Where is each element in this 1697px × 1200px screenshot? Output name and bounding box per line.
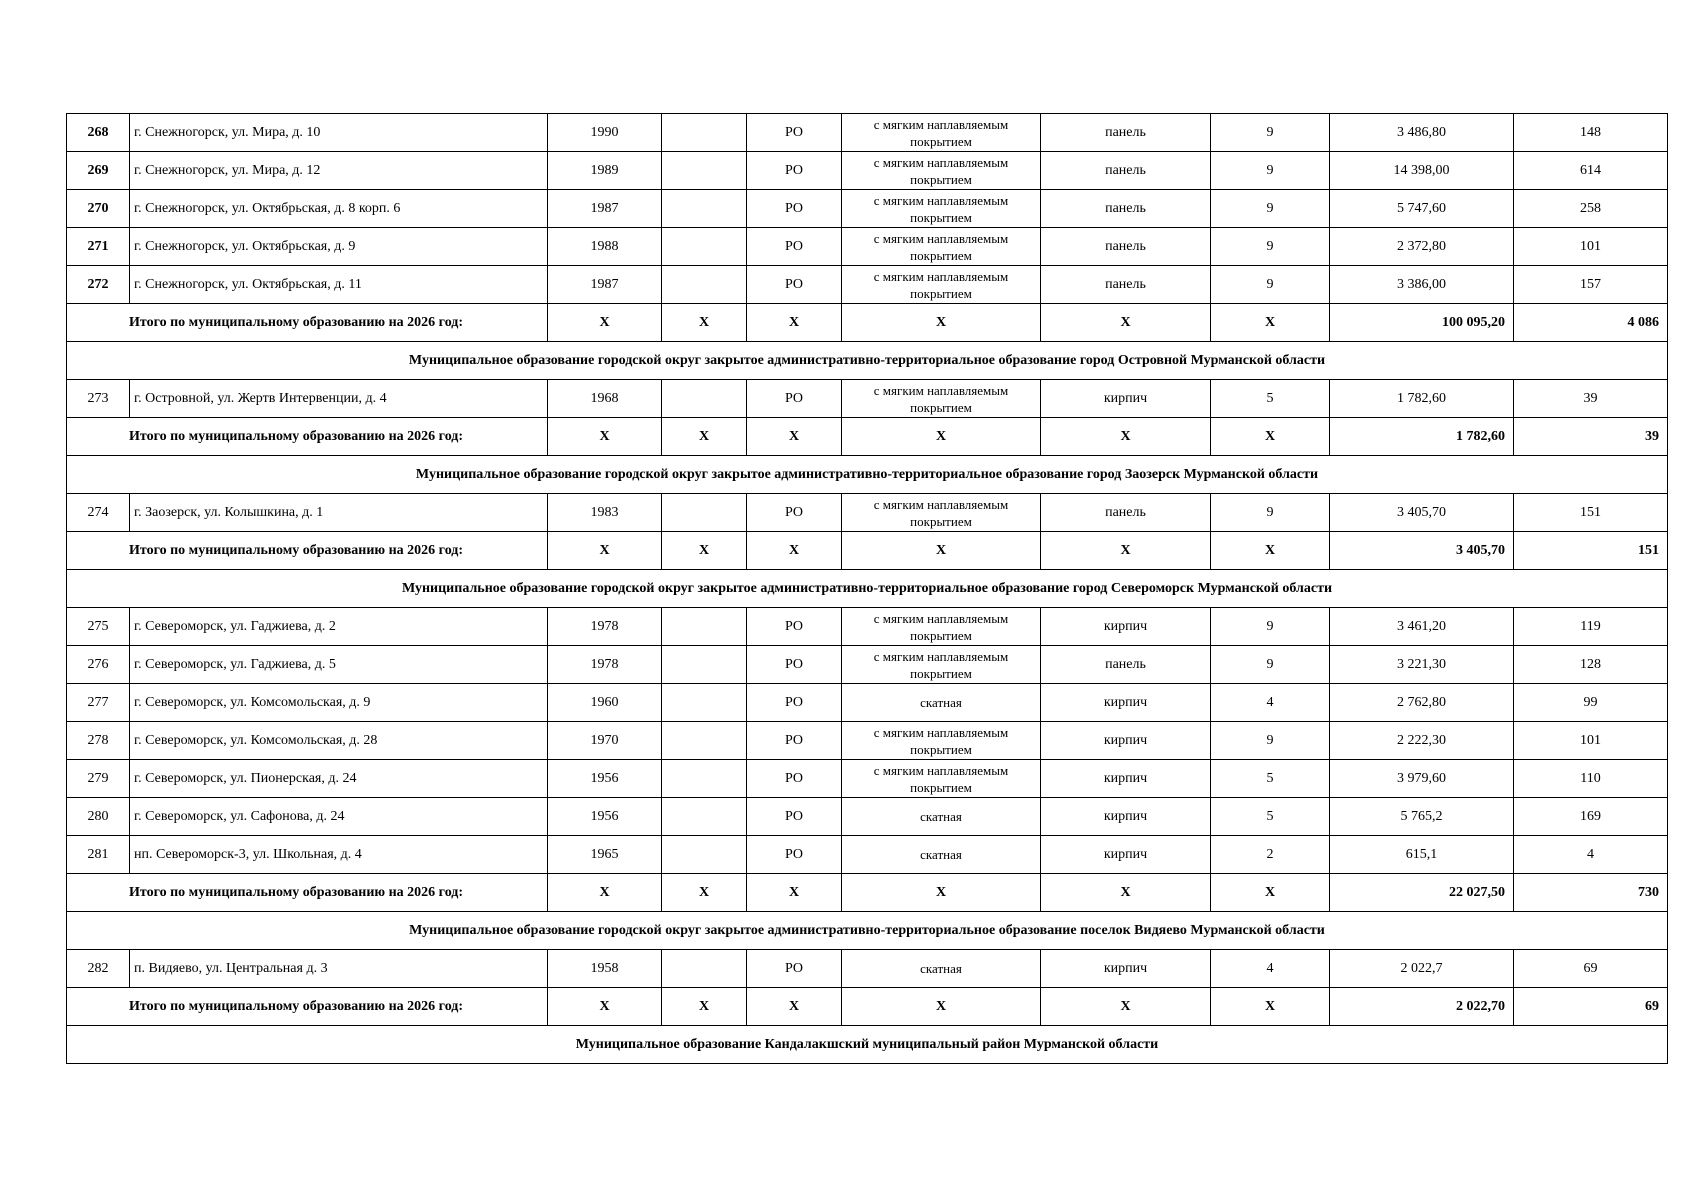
- fund-form-cell: РО: [747, 266, 842, 304]
- row-number: 277: [67, 684, 130, 722]
- roof-type-cell: скатная: [842, 798, 1041, 836]
- empty-cell: [662, 152, 747, 190]
- year-cell: 1960: [548, 684, 662, 722]
- row-number: 281: [67, 836, 130, 874]
- x-mark-cell: X: [548, 532, 662, 570]
- x-mark-cell: X: [548, 418, 662, 456]
- residents-cell: 39: [1514, 380, 1668, 418]
- x-mark-cell: X: [662, 532, 747, 570]
- residents-cell: 99: [1514, 684, 1668, 722]
- empty-cell: [662, 684, 747, 722]
- wall-material-cell: панель: [1041, 266, 1211, 304]
- section-header-row: [67, 912, 1668, 950]
- fund-form-cell: РО: [747, 798, 842, 836]
- wall-material-cell: кирпич: [1041, 798, 1211, 836]
- x-mark-cell: X: [662, 988, 747, 1026]
- address-cell: г. Снежногорск, ул. Октябрьская, д. 9: [130, 228, 548, 266]
- x-mark-cell: X: [1211, 988, 1330, 1026]
- total-residents: 730: [1514, 874, 1668, 912]
- row-number: 276: [67, 646, 130, 684]
- empty-cell: [662, 266, 747, 304]
- table-row: [67, 950, 1668, 988]
- residents-cell: 101: [1514, 722, 1668, 760]
- x-mark-cell: X: [548, 988, 662, 1026]
- area-cell: 3 461,20: [1330, 608, 1514, 646]
- area-cell: 1 782,60: [1330, 380, 1514, 418]
- table-row: [67, 722, 1668, 760]
- table-row: [67, 684, 1668, 722]
- year-cell: 1978: [548, 608, 662, 646]
- floors-cell: 2: [1211, 836, 1330, 874]
- empty-cell: [662, 836, 747, 874]
- municipality-title: Муниципальное образование городской округ закрытое административно-территориальное образование город Заозерск Мурманской области: [67, 456, 1668, 494]
- empty-cell: [662, 950, 747, 988]
- area-cell: 5 765,2: [1330, 798, 1514, 836]
- x-mark-cell: X: [1211, 532, 1330, 570]
- total-row: [67, 418, 1668, 456]
- floors-cell: 4: [1211, 684, 1330, 722]
- floors-cell: 5: [1211, 798, 1330, 836]
- fund-form-cell: РО: [747, 950, 842, 988]
- x-mark-cell: X: [747, 304, 842, 342]
- section-header-row: [67, 456, 1668, 494]
- x-mark-cell: X: [1041, 418, 1211, 456]
- wall-material-cell: кирпич: [1041, 608, 1211, 646]
- floors-cell: 9: [1211, 114, 1330, 152]
- wall-material-cell: панель: [1041, 114, 1211, 152]
- wall-material-cell: кирпич: [1041, 722, 1211, 760]
- roof-type-cell: с мягким наплавляемым покрытием: [842, 114, 1041, 152]
- row-number: 279: [67, 760, 130, 798]
- fund-form-cell: РО: [747, 494, 842, 532]
- total-area: 22 027,50: [1330, 874, 1514, 912]
- total-label: Итого по муниципальному образованию на 2026 год:: [67, 304, 548, 342]
- fund-form-cell: РО: [747, 760, 842, 798]
- total-label: Итого по муниципальному образованию на 2026 год:: [67, 418, 548, 456]
- x-mark-cell: X: [548, 304, 662, 342]
- empty-cell: [662, 722, 747, 760]
- year-cell: 1988: [548, 228, 662, 266]
- area-cell: 3 405,70: [1330, 494, 1514, 532]
- x-mark-cell: X: [662, 304, 747, 342]
- address-cell: г. Североморск, ул. Гаджиева, д. 2: [130, 608, 548, 646]
- total-area: 100 095,20: [1330, 304, 1514, 342]
- floors-cell: 4: [1211, 950, 1330, 988]
- address-cell: г. Североморск, ул. Комсомольская, д. 28: [130, 722, 548, 760]
- address-cell: г. Североморск, ул. Гаджиева, д. 5: [130, 646, 548, 684]
- x-mark-cell: X: [842, 532, 1041, 570]
- wall-material-cell: панель: [1041, 152, 1211, 190]
- area-cell: 5 747,60: [1330, 190, 1514, 228]
- empty-cell: [662, 608, 747, 646]
- residents-cell: 258: [1514, 190, 1668, 228]
- roof-type-cell: с мягким наплавляемым покрытием: [842, 760, 1041, 798]
- roof-type-cell: с мягким наплавляемым покрытием: [842, 608, 1041, 646]
- fund-form-cell: РО: [747, 722, 842, 760]
- area-cell: 3 386,00: [1330, 266, 1514, 304]
- roof-type-cell: с мягким наплавляемым покрытием: [842, 380, 1041, 418]
- residents-cell: 69: [1514, 950, 1668, 988]
- empty-cell: [662, 228, 747, 266]
- total-area: 1 782,60: [1330, 418, 1514, 456]
- total-row: [67, 304, 1668, 342]
- address-cell: г. Заозерск, ул. Колышкина, д. 1: [130, 494, 548, 532]
- x-mark-cell: X: [662, 874, 747, 912]
- address-cell: г. Снежногорск, ул. Октябрьская, д. 8 корп. 6: [130, 190, 548, 228]
- wall-material-cell: кирпич: [1041, 950, 1211, 988]
- table-row: [67, 114, 1668, 152]
- wall-material-cell: панель: [1041, 494, 1211, 532]
- floors-cell: 9: [1211, 228, 1330, 266]
- x-mark-cell: X: [842, 418, 1041, 456]
- area-cell: 3 979,60: [1330, 760, 1514, 798]
- year-cell: 1990: [548, 114, 662, 152]
- roof-type-cell: с мягким наплавляемым покрытием: [842, 152, 1041, 190]
- roof-type-cell: с мягким наплавляемым покрытием: [842, 190, 1041, 228]
- address-cell: г. Снежногорск, ул. Октябрьская, д. 11: [130, 266, 548, 304]
- row-number: 278: [67, 722, 130, 760]
- area-cell: 2 372,80: [1330, 228, 1514, 266]
- floors-cell: 5: [1211, 760, 1330, 798]
- wall-material-cell: панель: [1041, 646, 1211, 684]
- area-cell: 3 221,30: [1330, 646, 1514, 684]
- row-number: 269: [67, 152, 130, 190]
- total-row: [67, 874, 1668, 912]
- total-residents: 39: [1514, 418, 1668, 456]
- roof-type-cell: скатная: [842, 836, 1041, 874]
- x-mark-cell: X: [1211, 418, 1330, 456]
- row-number: 273: [67, 380, 130, 418]
- address-cell: г. Снежногорск, ул. Мира, д. 12: [130, 152, 548, 190]
- x-mark-cell: X: [1211, 304, 1330, 342]
- x-mark-cell: X: [1041, 532, 1211, 570]
- row-number: 270: [67, 190, 130, 228]
- housing-register-table: [66, 113, 1668, 1064]
- x-mark-cell: X: [747, 988, 842, 1026]
- table-row: [67, 152, 1668, 190]
- section-header-row: [67, 570, 1668, 608]
- area-cell: 14 398,00: [1330, 152, 1514, 190]
- roof-type-cell: скатная: [842, 684, 1041, 722]
- fund-form-cell: РО: [747, 684, 842, 722]
- x-mark-cell: X: [747, 874, 842, 912]
- floors-cell: 9: [1211, 608, 1330, 646]
- table-row: [67, 494, 1668, 532]
- total-residents: 4 086: [1514, 304, 1668, 342]
- floors-cell: 5: [1211, 380, 1330, 418]
- total-label: Итого по муниципальному образованию на 2026 год:: [67, 988, 548, 1026]
- empty-cell: [662, 798, 747, 836]
- table-row: [67, 228, 1668, 266]
- municipality-title: Муниципальное образование Кандалакшский муниципальный район Мурманской области: [67, 1026, 1668, 1064]
- empty-cell: [662, 380, 747, 418]
- fund-form-cell: РО: [747, 836, 842, 874]
- total-area: 2 022,70: [1330, 988, 1514, 1026]
- wall-material-cell: панель: [1041, 228, 1211, 266]
- x-mark-cell: X: [662, 418, 747, 456]
- empty-cell: [662, 114, 747, 152]
- residents-cell: 119: [1514, 608, 1668, 646]
- year-cell: 1987: [548, 266, 662, 304]
- fund-form-cell: РО: [747, 646, 842, 684]
- area-cell: 2 222,30: [1330, 722, 1514, 760]
- year-cell: 1983: [548, 494, 662, 532]
- address-cell: нп. Североморск-3, ул. Школьная, д. 4: [130, 836, 548, 874]
- year-cell: 1968: [548, 380, 662, 418]
- empty-cell: [662, 494, 747, 532]
- row-number: 271: [67, 228, 130, 266]
- area-cell: 3 486,80: [1330, 114, 1514, 152]
- address-cell: г. Островной, ул. Жертв Интервенции, д. 4: [130, 380, 548, 418]
- x-mark-cell: X: [842, 988, 1041, 1026]
- residents-cell: 101: [1514, 228, 1668, 266]
- fund-form-cell: РО: [747, 228, 842, 266]
- x-mark-cell: X: [747, 532, 842, 570]
- roof-type-cell: с мягким наплавляемым покрытием: [842, 228, 1041, 266]
- row-number: 268: [67, 114, 130, 152]
- wall-material-cell: кирпич: [1041, 684, 1211, 722]
- x-mark-cell: X: [1041, 304, 1211, 342]
- x-mark-cell: X: [1041, 874, 1211, 912]
- section-header-row: [67, 1026, 1668, 1064]
- roof-type-cell: с мягким наплавляемым покрытием: [842, 494, 1041, 532]
- table-row: [67, 190, 1668, 228]
- residents-cell: 4: [1514, 836, 1668, 874]
- row-number: 272: [67, 266, 130, 304]
- year-cell: 1987: [548, 190, 662, 228]
- table-row: [67, 646, 1668, 684]
- roof-type-cell: с мягким наплавляемым покрытием: [842, 266, 1041, 304]
- roof-type-cell: с мягким наплавляемым покрытием: [842, 722, 1041, 760]
- total-area: 3 405,70: [1330, 532, 1514, 570]
- area-cell: 2 022,7: [1330, 950, 1514, 988]
- x-mark-cell: X: [1041, 988, 1211, 1026]
- area-cell: 615,1: [1330, 836, 1514, 874]
- floors-cell: 9: [1211, 190, 1330, 228]
- row-number: 274: [67, 494, 130, 532]
- wall-material-cell: кирпич: [1041, 836, 1211, 874]
- year-cell: 1970: [548, 722, 662, 760]
- residents-cell: 169: [1514, 798, 1668, 836]
- residents-cell: 148: [1514, 114, 1668, 152]
- total-label: Итого по муниципальному образованию на 2026 год:: [67, 874, 548, 912]
- x-mark-cell: X: [1211, 874, 1330, 912]
- wall-material-cell: панель: [1041, 190, 1211, 228]
- table-row: [67, 266, 1668, 304]
- year-cell: 1965: [548, 836, 662, 874]
- table-row: [67, 836, 1668, 874]
- address-cell: г. Снежногорск, ул. Мира, д. 10: [130, 114, 548, 152]
- residents-cell: 128: [1514, 646, 1668, 684]
- table-row: [67, 798, 1668, 836]
- total-residents: 151: [1514, 532, 1668, 570]
- total-row: [67, 532, 1668, 570]
- fund-form-cell: РО: [747, 114, 842, 152]
- wall-material-cell: кирпич: [1041, 760, 1211, 798]
- x-mark-cell: X: [548, 874, 662, 912]
- address-cell: п. Видяево, ул. Центральная д. 3: [130, 950, 548, 988]
- wall-material-cell: кирпич: [1041, 380, 1211, 418]
- x-mark-cell: X: [747, 418, 842, 456]
- total-residents: 69: [1514, 988, 1668, 1026]
- table-row: [67, 760, 1668, 798]
- section-header-row: [67, 342, 1668, 380]
- fund-form-cell: РО: [747, 190, 842, 228]
- floors-cell: 9: [1211, 722, 1330, 760]
- table-row: [67, 380, 1668, 418]
- municipality-title: Муниципальное образование городской округ закрытое административно-территориальное образование поселок Видяево Мурманской области: [67, 912, 1668, 950]
- floors-cell: 9: [1211, 152, 1330, 190]
- year-cell: 1956: [548, 798, 662, 836]
- fund-form-cell: РО: [747, 152, 842, 190]
- total-label: Итого по муниципальному образованию на 2026 год:: [67, 532, 548, 570]
- area-cell: 2 762,80: [1330, 684, 1514, 722]
- row-number: 280: [67, 798, 130, 836]
- x-mark-cell: X: [842, 874, 1041, 912]
- address-cell: г. Североморск, ул. Комсомольская, д. 9: [130, 684, 548, 722]
- municipality-title: Муниципальное образование городской округ закрытое административно-территориальное образование город Островной Мурманской области: [67, 342, 1668, 380]
- empty-cell: [662, 190, 747, 228]
- roof-type-cell: с мягким наплавляемым покрытием: [842, 646, 1041, 684]
- table-body: [67, 114, 1668, 1064]
- fund-form-cell: РО: [747, 380, 842, 418]
- row-number: 275: [67, 608, 130, 646]
- x-mark-cell: X: [842, 304, 1041, 342]
- table-row: [67, 608, 1668, 646]
- floors-cell: 9: [1211, 494, 1330, 532]
- residents-cell: 110: [1514, 760, 1668, 798]
- total-row: [67, 988, 1668, 1026]
- empty-cell: [662, 760, 747, 798]
- row-number: 282: [67, 950, 130, 988]
- municipality-title: Муниципальное образование городской округ закрытое административно-территориальное образование город Североморск Мурманской области: [67, 570, 1668, 608]
- address-cell: г. Североморск, ул. Пионерская, д. 24: [130, 760, 548, 798]
- residents-cell: 614: [1514, 152, 1668, 190]
- address-cell: г. Североморск, ул. Сафонова, д. 24: [130, 798, 548, 836]
- floors-cell: 9: [1211, 266, 1330, 304]
- roof-type-cell: скатная: [842, 950, 1041, 988]
- year-cell: 1978: [548, 646, 662, 684]
- empty-cell: [662, 646, 747, 684]
- residents-cell: 151: [1514, 494, 1668, 532]
- floors-cell: 9: [1211, 646, 1330, 684]
- fund-form-cell: РО: [747, 608, 842, 646]
- year-cell: 1958: [548, 950, 662, 988]
- year-cell: 1956: [548, 760, 662, 798]
- year-cell: 1989: [548, 152, 662, 190]
- residents-cell: 157: [1514, 266, 1668, 304]
